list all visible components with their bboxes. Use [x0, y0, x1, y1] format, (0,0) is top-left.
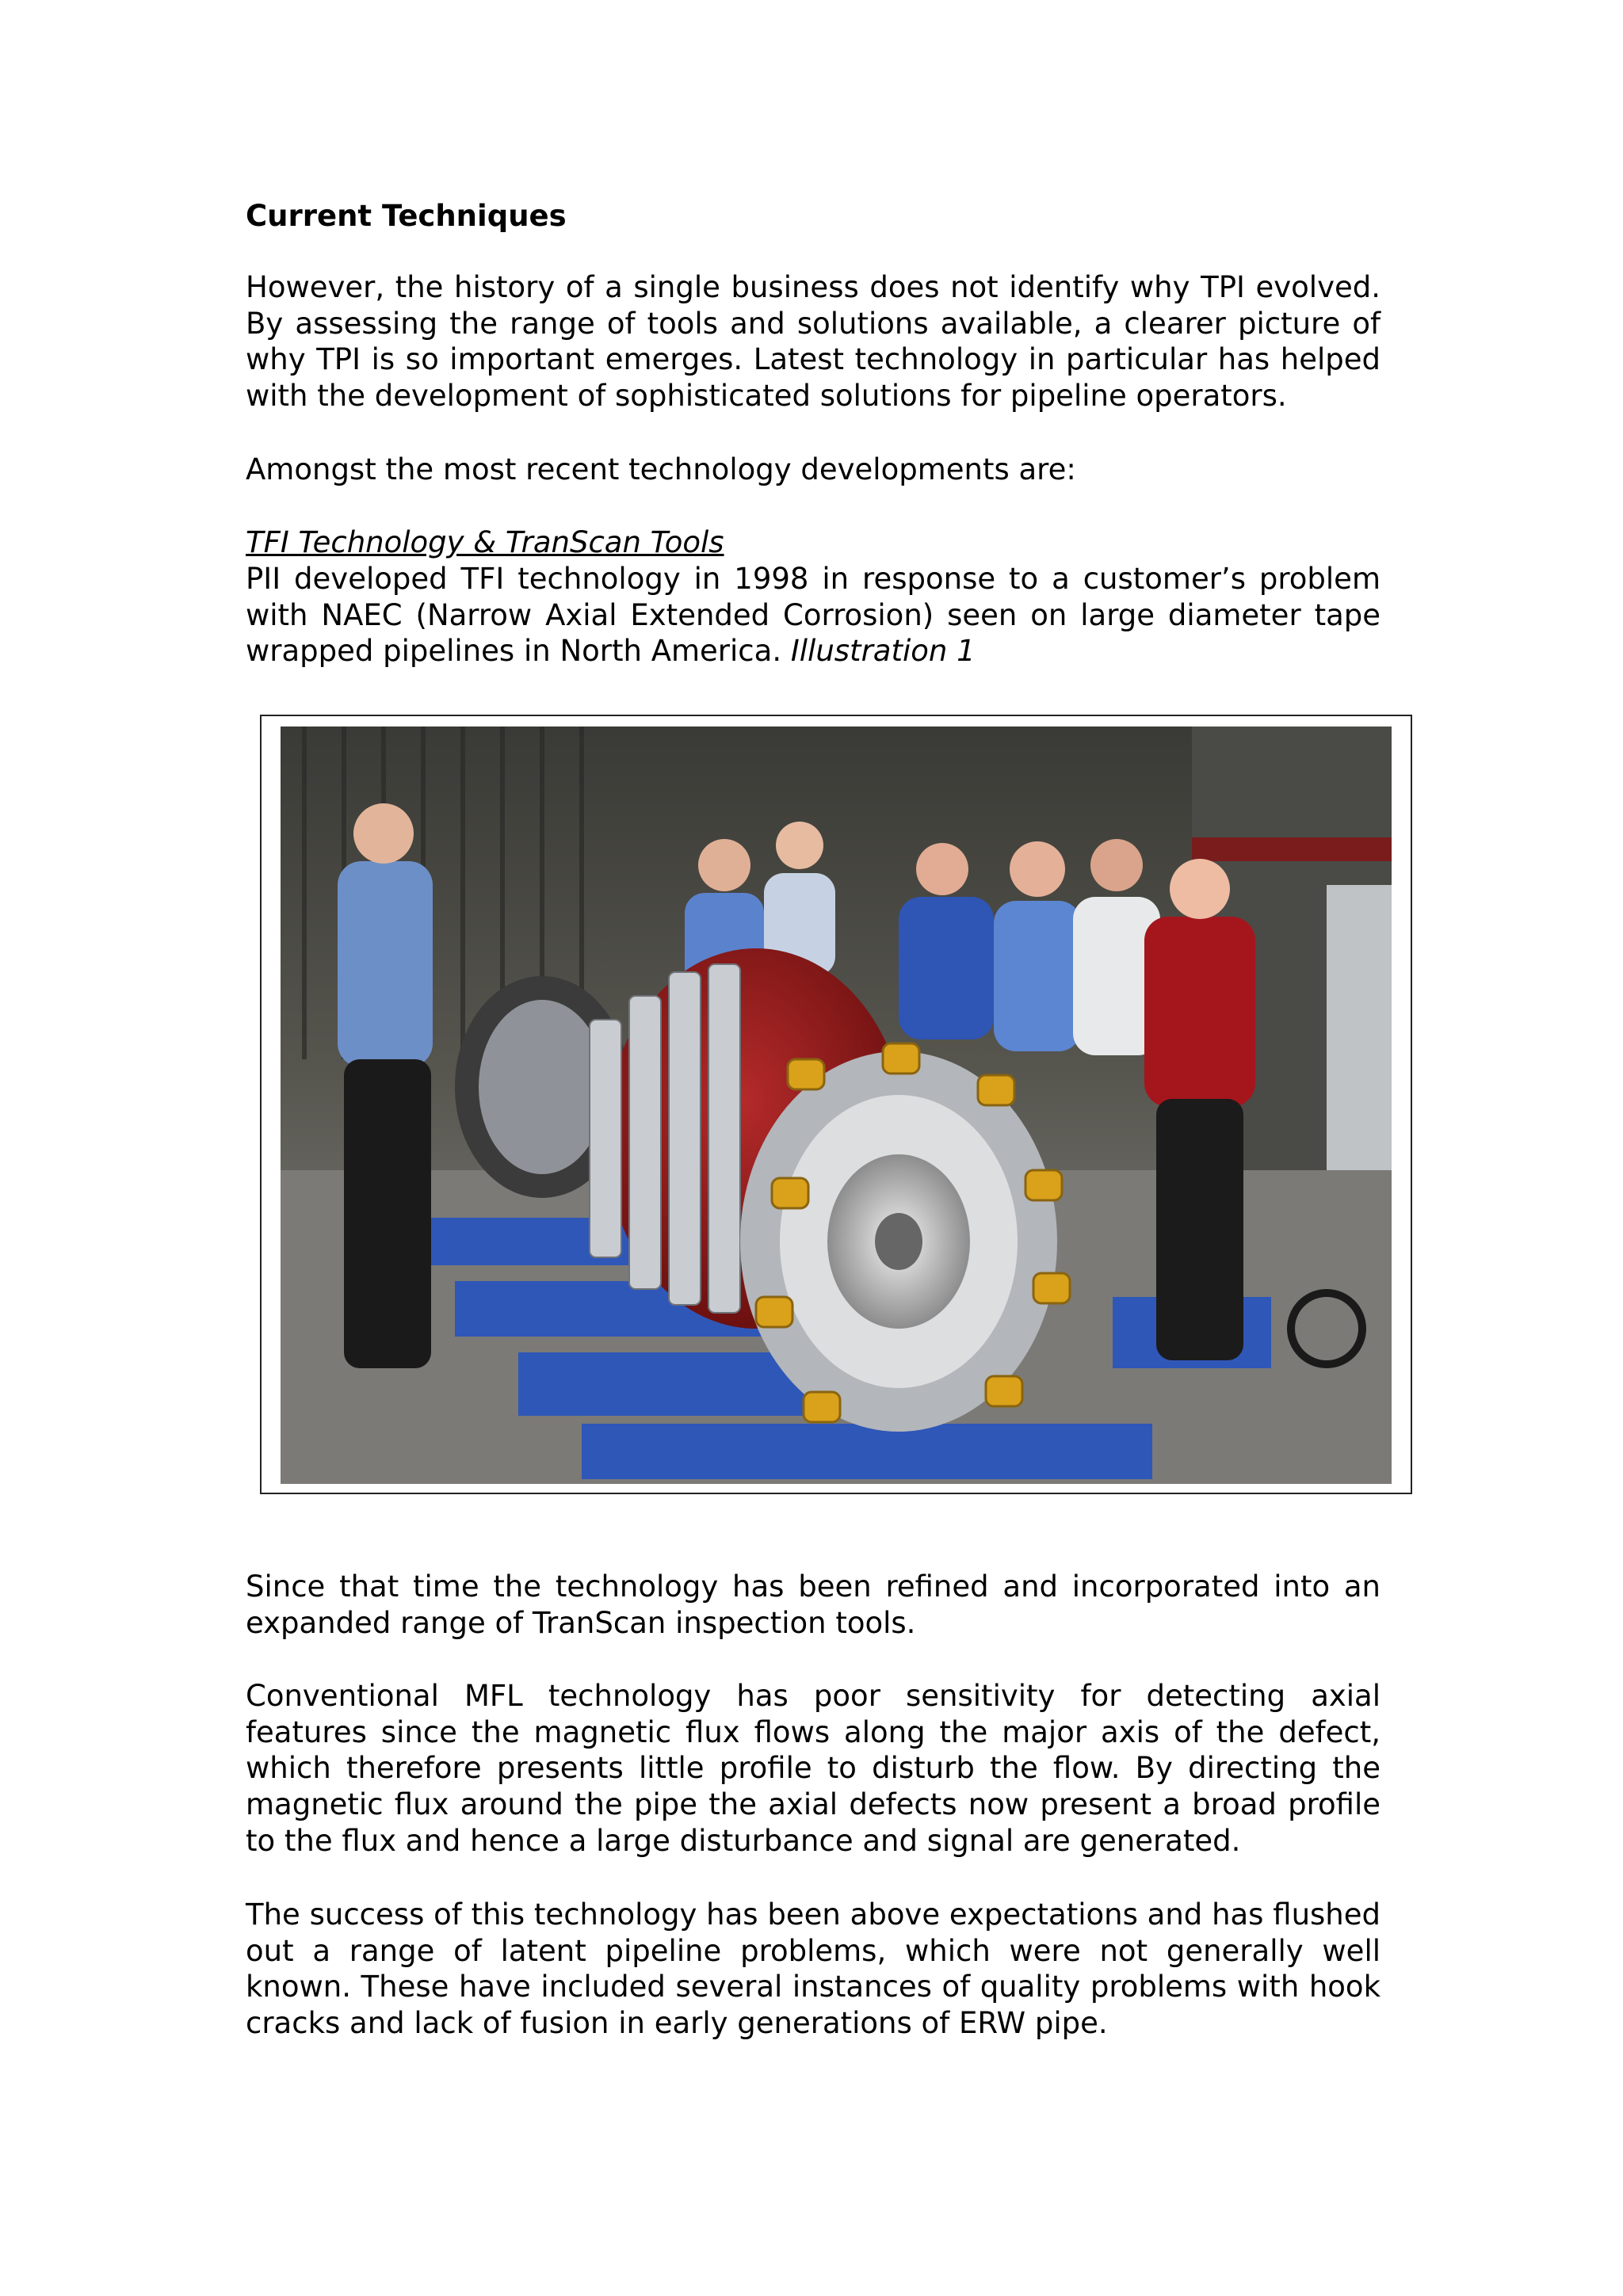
paragraph-developments: Amongst the most recent technology developments are:	[246, 452, 1076, 486]
section-heading: Current Techniques	[246, 199, 567, 233]
paragraph-tfi-text: PII developed TFI technology in 1998 in response to a customer’s problem with NAEC (Narrow Axial Extended Corrosion) seen on large diameter tape wrapped pipelines in North America.	[246, 562, 1381, 669]
illustration-reference: Illustration 1	[790, 634, 976, 669]
illustration-photo	[281, 727, 1392, 1484]
paragraph-success: The success of this technology has been above expectations and has flushed out a range of latent pipeline problems, which were not generally well known. These have included several instances of quality problems with hook cracks and lack of fusion in early generations of ERW pipe.	[246, 1897, 1381, 2041]
paragraph-tfi	[246, 561, 1381, 669]
illustration-frame	[260, 715, 1412, 1494]
paragraph-intro: However, the history of a single business does not identify why TPI evolved. By assessing the range of tools and solutions available, a clearer picture of why TPI is so important emerges. Latest technology in particular has helped with the development of sophisticated solutions for pipeline operators.	[246, 270, 1381, 414]
paragraph-transcan: Since that time the technology has been refined and incorporated into an expanded range of TranScan inspection tools.	[246, 1569, 1381, 1640]
subheading-tfi: TFI Technology & TranScan Tools	[246, 525, 724, 559]
paragraph-mfl: Conventional MFL technology has poor sensitivity for detecting axial features since the magnetic flux flows along the major axis of the defect, which therefore presents little profile to disturb the flow. By directing the magnetic flux around the pipe the axial defects now present a broad profile to the flux and hence a large disturbance and signal are generated.	[246, 1679, 1381, 1858]
